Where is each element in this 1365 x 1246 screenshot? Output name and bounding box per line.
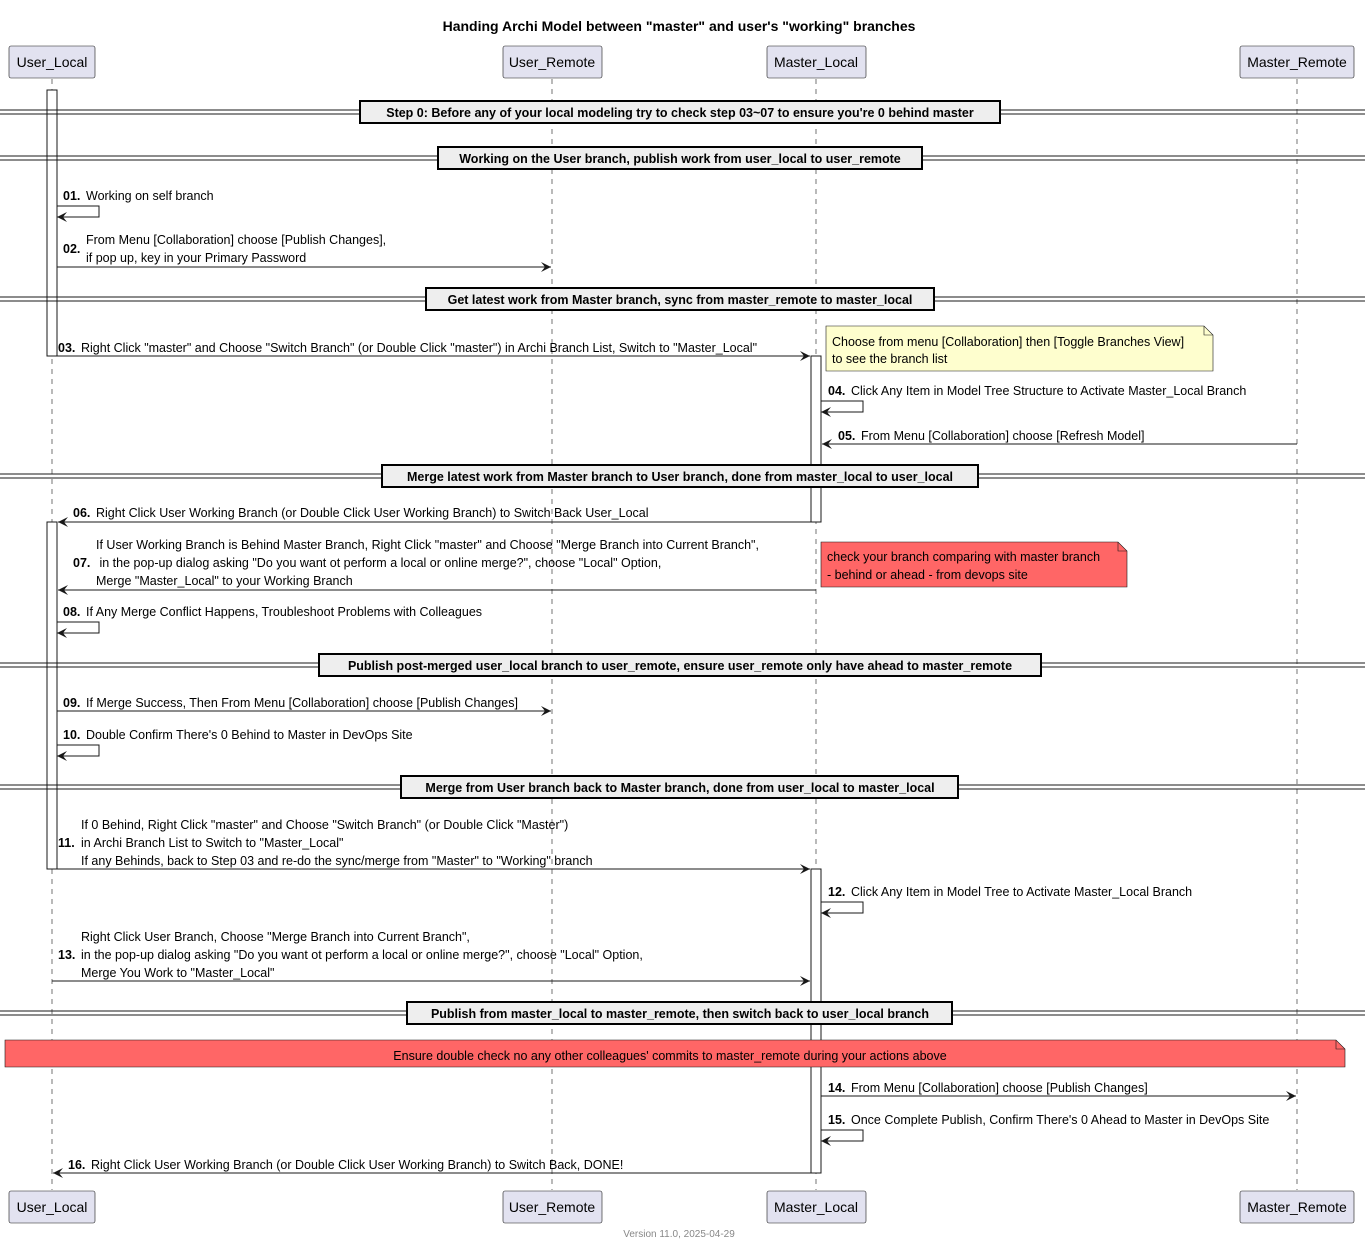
svg-text:15.: 15. xyxy=(828,1113,846,1127)
svg-text:Once Complete Publish, Confirm: Once Complete Publish, Confirm There's 0 Ahead to Master in DevOps Site xyxy=(851,1113,1270,1127)
svg-text:From Menu [Collaboration] choo: From Menu [Collaboration] choose [Publish Changes], xyxy=(86,233,387,247)
svg-text:Click Any Item in Model Tree t: Click Any Item in Model Tree to Activate Master_Local Branch xyxy=(851,885,1193,899)
divider xyxy=(0,288,1365,310)
message-06 xyxy=(58,506,816,522)
participant-label: Master_Remote xyxy=(1247,54,1347,70)
svg-text:If Merge Success, Then From Me: If Merge Success, Then From Menu [Collaboration] choose [Publish Changes] xyxy=(86,696,518,710)
svg-text:06.: 06. xyxy=(73,506,91,520)
message-05 xyxy=(822,429,1297,444)
participant-label: User_Local xyxy=(16,1199,88,1215)
message-07 xyxy=(58,538,816,590)
message-08 xyxy=(57,605,482,633)
divider-label: Step 0: Before any of your local modeling try to check step 03~07 to ensure you're 0 behind master xyxy=(386,106,974,120)
divider xyxy=(0,776,1365,798)
svg-text:01.: 01. xyxy=(63,189,81,203)
participant-label: Master_Local xyxy=(773,54,859,70)
version-label: Version 11.0, 2025-04-29 xyxy=(623,1229,735,1240)
note-double-check xyxy=(5,1040,1345,1067)
divider-label: Merge from User branch back to Master branch, done from user_local to master_local xyxy=(425,781,935,795)
note-line: Choose from menu [Collaboration] then [Toggle Branches View] xyxy=(832,335,1185,349)
message-03 xyxy=(47,341,810,356)
divider-label: Publish from master_local to master_remote, then switch back to user_local branch xyxy=(430,1007,930,1021)
activation-master-local-1 xyxy=(811,356,821,522)
message-11 xyxy=(47,818,810,869)
participant-label: User_Local xyxy=(16,54,88,70)
message-13 xyxy=(52,930,810,981)
message-14 xyxy=(821,1081,1296,1096)
participants-top xyxy=(9,46,1354,78)
note-toggle-branches xyxy=(826,326,1213,371)
svg-text:03.: 03. xyxy=(58,341,76,355)
message-09 xyxy=(57,696,551,711)
svg-text:if pop up, key in your Primary: if pop up, key in your Primary Password xyxy=(86,251,307,265)
diagram-title: Handing Archi Model between "master" and user's "working" branches xyxy=(442,18,916,34)
divider-label: Merge latest work from Master branch to User branch, done from master_local to user_local xyxy=(407,470,953,484)
participant-label: Master_Local xyxy=(773,1199,859,1215)
participants-bottom xyxy=(9,1191,1354,1223)
message-01 xyxy=(57,189,214,217)
message-15 xyxy=(821,1113,1269,1141)
svg-text:05.: 05. xyxy=(838,429,856,443)
participant-label: Master_Remote xyxy=(1247,1199,1347,1215)
participant-label: User_Remote xyxy=(508,1199,596,1215)
divider-label: Get latest work from Master branch, sync from master_remote to master_local xyxy=(447,293,913,307)
svg-text:14.: 14. xyxy=(828,1081,846,1095)
divider xyxy=(0,1002,1365,1024)
svg-text:10.: 10. xyxy=(63,728,81,742)
message-04 xyxy=(821,384,1246,412)
note-compare-branch xyxy=(821,542,1127,587)
note-line: - behind or ahead - from devops site xyxy=(827,568,1028,582)
svg-text:12.: 12. xyxy=(828,885,846,899)
divider xyxy=(0,654,1365,676)
svg-text:Merge "Master_Local" to your W: Merge "Master_Local" to your Working Branch xyxy=(96,574,353,588)
note-line: to see the branch list xyxy=(832,352,948,366)
message-10 xyxy=(57,728,413,756)
divider xyxy=(0,147,1365,169)
divider xyxy=(0,101,1365,123)
activation-user-local-2 xyxy=(47,522,57,869)
svg-text:Right Click User Working Branc: Right Click User Working Branch (or Double Click User Working Branch) to Switch Back, DONE! xyxy=(91,1158,624,1172)
svg-text:02.: 02. xyxy=(63,242,81,256)
svg-text:Merge You Work to "Master_Loca: Merge You Work to "Master_Local" xyxy=(81,966,275,980)
activation-user-local-1 xyxy=(47,90,57,356)
svg-text:07.: 07. xyxy=(73,556,91,570)
svg-text:08.: 08. xyxy=(63,605,81,619)
svg-text:11.: 11. xyxy=(58,836,75,850)
svg-text:in Archi Branch List to Switch: in Archi Branch List to Switch to "Master_Local" xyxy=(81,836,344,850)
svg-text:Right Click User Working Branc: Right Click User Working Branch (or Double Click User Working Branch) to Switch Back User_Local xyxy=(96,506,649,520)
svg-text:Working on self branch: Working on self branch xyxy=(86,189,214,203)
svg-text:Right Click "master" and Choos: Right Click "master" and Choose "Switch Branch" (or Double Click "master") in Archi Branch List, Switch to "Master_Local" xyxy=(81,341,758,355)
svg-text:Click Any Item in Model Tree S: Click Any Item in Model Tree Structure to Activate Master_Local Branch xyxy=(851,384,1247,398)
svg-text:If any Behinds, back to Step 0: If any Behinds, back to Step 03 and re-do the sync/merge from "Master" to "Working" branch xyxy=(81,854,593,868)
svg-text:09.: 09. xyxy=(63,696,81,710)
message-02 xyxy=(57,233,551,267)
svg-text:Right Click User Branch, Choos: Right Click User Branch, Choose "Merge Branch into Current Branch", xyxy=(81,930,470,944)
svg-text:04.: 04. xyxy=(828,384,846,398)
note-line: check your branch comparing with master branch xyxy=(827,550,1101,564)
svg-text:in the pop-up dialog asking "D: in the pop-up dialog asking "Do you want ot perform a local or online merge?", choose "Local" Option, xyxy=(96,556,662,570)
note-line: Ensure double check no any other colleagues' commits to master_remote during your actions above xyxy=(393,1049,947,1063)
svg-text:From Menu [Collaboration] choo: From Menu [Collaboration] choose [Refresh Model] xyxy=(861,429,1145,443)
svg-text:in the pop-up dialog asking "D: in the pop-up dialog asking "Do you want ot perform a local or online merge?", choose "Local" Option, xyxy=(81,948,643,962)
participant-label: User_Remote xyxy=(508,54,596,70)
svg-text:If 0 Behind, Right Click "mast: If 0 Behind, Right Click "master" and Choose "Switch Branch" (or Double Click "Master") xyxy=(81,818,569,832)
message-12 xyxy=(821,885,1192,913)
svg-text:If User Working Branch is Behi: If User Working Branch is Behind Master Branch, Right Click "master" and Choose "Merge Branch into Current Branch", xyxy=(96,538,759,552)
svg-text:Double Confirm There's 0 Behin: Double Confirm There's 0 Behind to Master in DevOps Site xyxy=(86,728,413,742)
svg-text:From Menu [Collaboration] choo: From Menu [Collaboration] choose [Publish Changes] xyxy=(851,1081,1148,1095)
svg-text:13.: 13. xyxy=(58,948,76,962)
divider xyxy=(0,465,1365,487)
svg-text:16.: 16. xyxy=(68,1158,86,1172)
message-16 xyxy=(53,1158,816,1173)
divider-label: Publish post-merged user_local branch to user_remote, ensure user_remote only have ahead to master_remote xyxy=(347,659,1013,673)
divider-label: Working on the User branch, publish work from user_local to user_remote xyxy=(459,152,901,166)
svg-text:If Any Merge Conflict Happens,: If Any Merge Conflict Happens, Troubleshoot Problems with Colleagues xyxy=(86,605,483,619)
